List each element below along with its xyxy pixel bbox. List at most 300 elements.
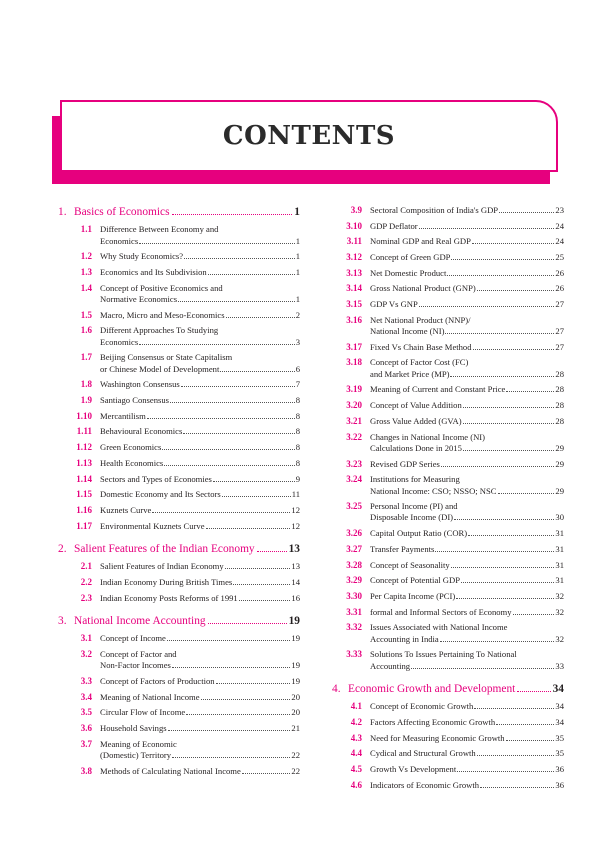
entry-body <box>100 251 300 262</box>
entry-page: 19 <box>291 660 300 671</box>
dot-leader <box>411 668 554 669</box>
entry-body <box>100 474 300 485</box>
dot-leader <box>178 301 295 302</box>
entry-title: Household Savings <box>100 723 167 734</box>
entry-line <box>100 310 300 321</box>
entry-title: Beijing Consensus or State Capitalism <box>100 352 233 363</box>
dot-leader <box>506 740 555 741</box>
entry-body <box>370 400 564 411</box>
toc-entry[interactable] <box>58 739 300 762</box>
entry-line <box>100 692 300 703</box>
toc-entry[interactable] <box>58 723 300 734</box>
toc-entry[interactable] <box>332 733 564 744</box>
dot-leader <box>506 391 554 392</box>
entry-title: Growth Vs Development <box>370 764 457 775</box>
entry-body <box>370 205 564 216</box>
entry-number: 1.6 <box>80 325 92 336</box>
entry-line <box>370 357 564 368</box>
entry-line <box>100 442 300 453</box>
dot-leader <box>167 640 291 641</box>
entry-number: 1.2 <box>80 251 92 262</box>
entry-number: 1.17 <box>76 520 92 531</box>
dot-leader <box>468 535 554 536</box>
toc-entry[interactable] <box>332 575 564 586</box>
entry-page: 8 <box>295 410 300 421</box>
dot-leader <box>168 730 291 731</box>
chapter-heading[interactable] <box>58 542 300 557</box>
entry-number: 1.10 <box>76 410 92 421</box>
entry-number: 3.19 <box>346 384 362 395</box>
dot-leader <box>456 598 554 599</box>
entry-line <box>370 717 564 728</box>
entry-title: Factors Affecting Economic Growth <box>370 716 496 727</box>
entry-body <box>100 458 300 469</box>
entry-body <box>100 411 300 422</box>
dot-leader <box>419 228 555 229</box>
dot-leader <box>496 724 554 725</box>
entry-page: 29 <box>555 458 564 469</box>
dot-leader <box>226 317 295 318</box>
toc-entry[interactable] <box>58 426 300 437</box>
entry-number: 1.1 <box>80 224 92 235</box>
chapter-block <box>58 205 300 532</box>
dot-leader <box>451 259 554 260</box>
entry-line <box>370 560 564 571</box>
entry-number: 3.16 <box>346 314 362 325</box>
entry-line <box>370 607 564 618</box>
entry-body <box>370 622 564 645</box>
entry-number: 1.4 <box>80 282 92 293</box>
toc-entry[interactable] <box>58 593 300 604</box>
entry-line <box>100 411 300 422</box>
toc-entry[interactable] <box>332 315 564 338</box>
entry-number: 3.12 <box>346 252 362 263</box>
chapter-heading[interactable] <box>58 205 300 220</box>
entry-title: Issues Associated with National Income <box>370 622 508 633</box>
toc-entry[interactable] <box>332 501 564 524</box>
entry-page: 35 <box>555 748 564 759</box>
toc-entry[interactable] <box>332 432 564 455</box>
entry-page: 31 <box>555 543 564 554</box>
entry-line <box>100 723 300 734</box>
dot-leader <box>477 755 555 756</box>
dot-leader <box>172 214 293 215</box>
chapter-title: Salient Features of the Indian Economy <box>74 542 255 555</box>
entry-body <box>370 733 564 744</box>
toc-entry[interactable] <box>332 416 564 427</box>
dot-leader <box>164 465 294 466</box>
entry-title: Per Capita Income (PCI) <box>370 590 456 601</box>
entry-number: 1.16 <box>76 504 92 515</box>
entry-number: 1.15 <box>76 489 92 500</box>
dot-leader <box>499 212 554 213</box>
entry-number: 3.13 <box>346 267 362 278</box>
entry-title: Transfer Payments <box>370 543 435 554</box>
dot-leader <box>480 787 554 788</box>
entry-body <box>100 395 300 406</box>
toc-entry[interactable] <box>332 400 564 411</box>
toc-entry[interactable] <box>58 251 300 262</box>
dot-leader <box>220 371 294 372</box>
entry-body <box>370 501 564 524</box>
entry-body <box>370 252 564 263</box>
entry-title: Non-Factor Incomes <box>100 660 171 671</box>
entry-title: Institutions for Measuring <box>370 474 460 485</box>
entry-line <box>370 622 564 633</box>
entry-title: Behavioural Economics <box>100 426 183 437</box>
chapter-number: 2. <box>58 542 67 555</box>
entry-page: 36 <box>555 764 564 775</box>
toc-entry[interactable] <box>58 310 300 321</box>
entry-title: Indicators of Economic Growth <box>370 779 480 790</box>
entry-number: 3.3 <box>80 676 92 686</box>
entry-title: Washington Consensus <box>100 379 180 390</box>
entry-number: 3.26 <box>346 528 362 539</box>
entry-title: Capital Output Ratio (COR) <box>370 528 468 539</box>
entry-body <box>370 268 564 279</box>
dot-leader <box>186 714 290 715</box>
entry-number: 1.5 <box>80 309 92 320</box>
entry-title: GDP Deflator <box>370 220 418 231</box>
dot-leader <box>239 600 291 601</box>
entry-title: Santiago Consensus <box>100 395 169 406</box>
entry-line <box>100 283 300 294</box>
toc-entry[interactable] <box>332 528 564 539</box>
toc-entry[interactable] <box>58 379 300 390</box>
entry-number: 3.1 <box>80 633 92 644</box>
entry-body <box>370 649 564 672</box>
entry-number: 3.28 <box>346 559 362 570</box>
entry-line <box>370 268 564 279</box>
toc-entry[interactable] <box>332 607 564 618</box>
entry-number: 3.5 <box>80 707 92 718</box>
entry-number: 3.32 <box>346 622 362 633</box>
toc-entry[interactable] <box>332 205 564 216</box>
entry-body <box>100 310 300 321</box>
entry-page: 32 <box>555 633 564 644</box>
entry-page: 23 <box>555 205 564 215</box>
entry-title: Calculations Done in 2015 <box>370 442 462 453</box>
entry-number: 3.10 <box>346 220 362 231</box>
dot-leader <box>451 567 555 568</box>
toc-entry[interactable] <box>332 560 564 571</box>
entry-number: 3.4 <box>80 691 92 702</box>
entry-page: 26 <box>555 267 564 278</box>
entry-body <box>100 707 300 718</box>
entry-line <box>100 352 300 363</box>
entry-page: 26 <box>555 283 564 294</box>
toc-entry[interactable] <box>332 701 564 712</box>
entry-body <box>370 591 564 602</box>
entry-body <box>100 442 300 453</box>
entry-title: Why Study Economics? <box>100 251 184 262</box>
entry-title: Meaning of Current and Constant Price <box>370 384 506 395</box>
entry-page: 22 <box>291 750 300 761</box>
entry-body <box>370 528 564 539</box>
toc-entry[interactable] <box>332 299 564 310</box>
entry-title: Concept of Value Addition <box>370 400 462 411</box>
entry-body <box>370 560 564 571</box>
toc-entry[interactable] <box>332 252 564 263</box>
toc-entry[interactable] <box>332 717 564 728</box>
entry-page: 2 <box>295 309 300 320</box>
entry-title: Nominal GDP and Real GDP <box>370 236 471 247</box>
toc-entry[interactable] <box>58 474 300 485</box>
entry-title: Difference Between Economy and <box>100 224 219 235</box>
entry-body <box>370 432 564 455</box>
entry-title: Environmental Kuznets Curve <box>100 520 205 531</box>
toc-entry[interactable] <box>58 458 300 469</box>
toc-entry[interactable] <box>332 384 564 395</box>
entry-title: Health Economics <box>100 457 164 468</box>
entry-line <box>370 649 564 660</box>
entry-title: Cydical and Structural Growth <box>370 748 476 759</box>
entry-line <box>100 649 300 660</box>
entry-page: 1 <box>295 267 300 278</box>
entry-line <box>100 577 300 588</box>
entry-number: 1.14 <box>76 473 92 484</box>
entry-number: 3.30 <box>346 590 362 601</box>
chapter-number: 4. <box>332 682 341 695</box>
entry-line <box>370 221 564 232</box>
entry-line <box>100 364 300 375</box>
toc-entry[interactable] <box>332 357 564 380</box>
entry-title: Disposable Income (DI) <box>370 512 454 523</box>
entry-page: 36 <box>555 779 564 790</box>
toc-entry[interactable] <box>332 649 564 672</box>
entry-line <box>370 575 564 586</box>
entry-title: Gross Value Added (GVA) <box>370 415 462 426</box>
entry-number: 3.2 <box>80 649 92 660</box>
toc-entry[interactable] <box>58 692 300 703</box>
toc-entry[interactable] <box>58 352 300 375</box>
entry-body <box>370 357 564 380</box>
entry-body <box>370 299 564 310</box>
entry-body <box>370 748 564 759</box>
dot-leader <box>222 496 291 497</box>
entry-number: 3.8 <box>80 765 92 776</box>
dot-leader <box>147 418 295 419</box>
toc-entry[interactable] <box>332 474 564 497</box>
dot-leader <box>152 512 290 513</box>
toc-entry[interactable] <box>332 764 564 775</box>
entry-body <box>370 474 564 497</box>
toc-entry[interactable] <box>58 633 300 644</box>
toc-entry[interactable] <box>58 505 300 516</box>
chapter-heading[interactable] <box>58 614 300 629</box>
dot-leader <box>474 708 554 709</box>
toc-entry[interactable] <box>332 283 564 294</box>
entry-page: 13 <box>291 561 300 572</box>
dot-leader <box>477 290 555 291</box>
toc-entry[interactable] <box>332 268 564 279</box>
toc-entry[interactable] <box>332 748 564 759</box>
entry-number: 3.23 <box>346 458 362 469</box>
toc-entry[interactable] <box>58 577 300 588</box>
entry-number: 4.3 <box>350 732 362 743</box>
entry-page: 1 <box>295 294 300 305</box>
dot-leader <box>441 466 555 467</box>
toc-entry[interactable] <box>58 561 300 572</box>
entry-number: 3.21 <box>346 415 362 426</box>
toc-entry[interactable] <box>58 395 300 406</box>
entry-title: Kuznets Curve <box>100 504 152 515</box>
entry-line <box>100 676 300 687</box>
entry-title: Sectoral Composition of India's GDP <box>370 205 499 215</box>
toc-entry[interactable] <box>58 224 300 247</box>
entry-line <box>370 544 564 555</box>
entry-title: Normative Economics <box>100 294 178 305</box>
entry-page: 34 <box>555 716 564 727</box>
entry-line <box>100 521 300 532</box>
entry-line <box>370 748 564 759</box>
toc-entry[interactable] <box>58 766 300 777</box>
entry-page: 16 <box>291 592 300 603</box>
dot-leader <box>139 344 295 345</box>
entry-body <box>100 325 300 348</box>
entry-body <box>100 489 300 500</box>
entry-line <box>100 337 300 348</box>
toc-entry[interactable] <box>58 676 300 687</box>
toc-entry[interactable] <box>58 283 300 306</box>
entry-line <box>370 416 564 427</box>
entry-body <box>370 764 564 775</box>
entry-line <box>370 459 564 470</box>
entry-title: Net Domestic Product <box>370 267 447 278</box>
entry-title: Concept of Factor and <box>100 649 177 660</box>
entry-line <box>100 325 300 336</box>
dot-leader <box>473 349 555 350</box>
toc-entry[interactable] <box>332 236 564 247</box>
entry-body <box>100 224 300 247</box>
entry-page: 27 <box>555 326 564 337</box>
entry-number: 3.14 <box>346 283 362 294</box>
entry-title: Changes in National Income (NI) <box>370 431 486 442</box>
entry-title: Concept of Potential GDP <box>370 575 460 586</box>
toc-entry[interactable] <box>58 649 300 672</box>
entry-line <box>370 474 564 485</box>
dot-leader <box>201 699 291 700</box>
entry-line <box>370 369 564 380</box>
chapter-title: Economic Growth and Development <box>348 682 516 695</box>
chapter-block <box>58 614 300 777</box>
toc-entry[interactable] <box>58 411 300 422</box>
entry-title: Fixed Vs Chain Base Method <box>370 341 472 352</box>
entry-line <box>370 326 564 337</box>
entry-page: 32 <box>555 590 564 601</box>
entry-page: 32 <box>555 606 564 617</box>
toc-entry[interactable] <box>58 521 300 532</box>
entry-page: 29 <box>555 442 564 453</box>
entry-title: Need for Measuring Economic Growth <box>370 732 505 743</box>
dot-leader <box>450 376 554 377</box>
entry-title: Concept of Factors of Production <box>100 676 215 686</box>
toc-entry[interactable] <box>332 544 564 555</box>
dot-leader <box>172 757 290 758</box>
toc-entry[interactable] <box>332 459 564 470</box>
entry-line <box>370 701 564 712</box>
entry-title: Macro, Micro and Meso-Economics <box>100 309 225 320</box>
entry-title: Indian Economy Posts Reforms of 1991 <box>100 592 238 603</box>
entry-line <box>370 733 564 744</box>
entry-title: Solutions To Issues Pertaining To National <box>370 649 517 660</box>
toc-entry[interactable] <box>58 325 300 348</box>
entry-body <box>370 221 564 232</box>
entry-line <box>370 764 564 775</box>
entry-title: Accounting <box>370 660 411 671</box>
entry-page: 8 <box>295 426 300 437</box>
entry-body <box>370 780 564 791</box>
entry-line <box>370 342 564 353</box>
entry-number: 4.6 <box>350 779 362 790</box>
entry-number: 3.11 <box>346 236 362 247</box>
entry-line <box>100 474 300 485</box>
chapter-page: 34 <box>552 682 564 695</box>
entry-line <box>100 294 300 305</box>
entry-line <box>370 512 564 523</box>
toc-entry[interactable] <box>332 591 564 602</box>
entry-title: Green Economics <box>100 442 162 453</box>
entry-line <box>100 707 300 718</box>
entry-line <box>370 236 564 247</box>
toc-entry[interactable] <box>332 780 564 791</box>
chapter-number: 3. <box>58 614 67 627</box>
entry-page: 11 <box>291 489 300 500</box>
entry-title: National Income: CSO; NSSO; NSC <box>370 485 497 496</box>
entry-title: formal and Informal Sectors of Economy <box>370 606 512 617</box>
entry-line <box>370 283 564 294</box>
entry-page: 6 <box>295 363 300 374</box>
entry-line <box>370 299 564 310</box>
entry-body <box>100 577 300 588</box>
entry-number: 1.8 <box>80 379 92 390</box>
entry-page: 35 <box>555 732 564 743</box>
entry-number: 3.7 <box>80 738 92 749</box>
entry-number: 1.13 <box>76 457 92 468</box>
dot-leader <box>242 773 291 774</box>
toc-entry[interactable] <box>332 342 564 353</box>
entry-line <box>370 780 564 791</box>
entry-page: 19 <box>291 676 300 686</box>
entry-body <box>100 766 300 777</box>
entry-title: Economics <box>100 235 139 246</box>
entry-line <box>100 766 300 777</box>
toc-entry[interactable] <box>332 221 564 232</box>
entry-body <box>100 739 300 762</box>
dot-leader <box>184 258 295 259</box>
chapter-number: 1. <box>58 206 67 218</box>
toc-entry[interactable] <box>58 442 300 453</box>
entry-number: 1.9 <box>80 395 92 406</box>
toc-entry[interactable] <box>58 707 300 718</box>
contents-banner <box>52 100 558 186</box>
entry-page: 12 <box>291 520 300 531</box>
entry-number: 4.5 <box>350 764 362 775</box>
chapter-heading[interactable] <box>332 682 564 697</box>
entry-line <box>100 505 300 516</box>
entry-line <box>100 224 300 235</box>
toc-entry[interactable] <box>332 622 564 645</box>
entry-line <box>100 267 300 278</box>
chapter-title: National Income Accounting <box>74 614 206 627</box>
dot-leader <box>435 551 554 552</box>
entry-title: Personal Income (PI) and <box>370 501 458 512</box>
entry-body <box>370 717 564 728</box>
entry-page: 14 <box>291 576 300 587</box>
toc-entry[interactable] <box>58 267 300 278</box>
dot-leader <box>213 481 295 482</box>
toc-entry[interactable] <box>58 489 300 500</box>
